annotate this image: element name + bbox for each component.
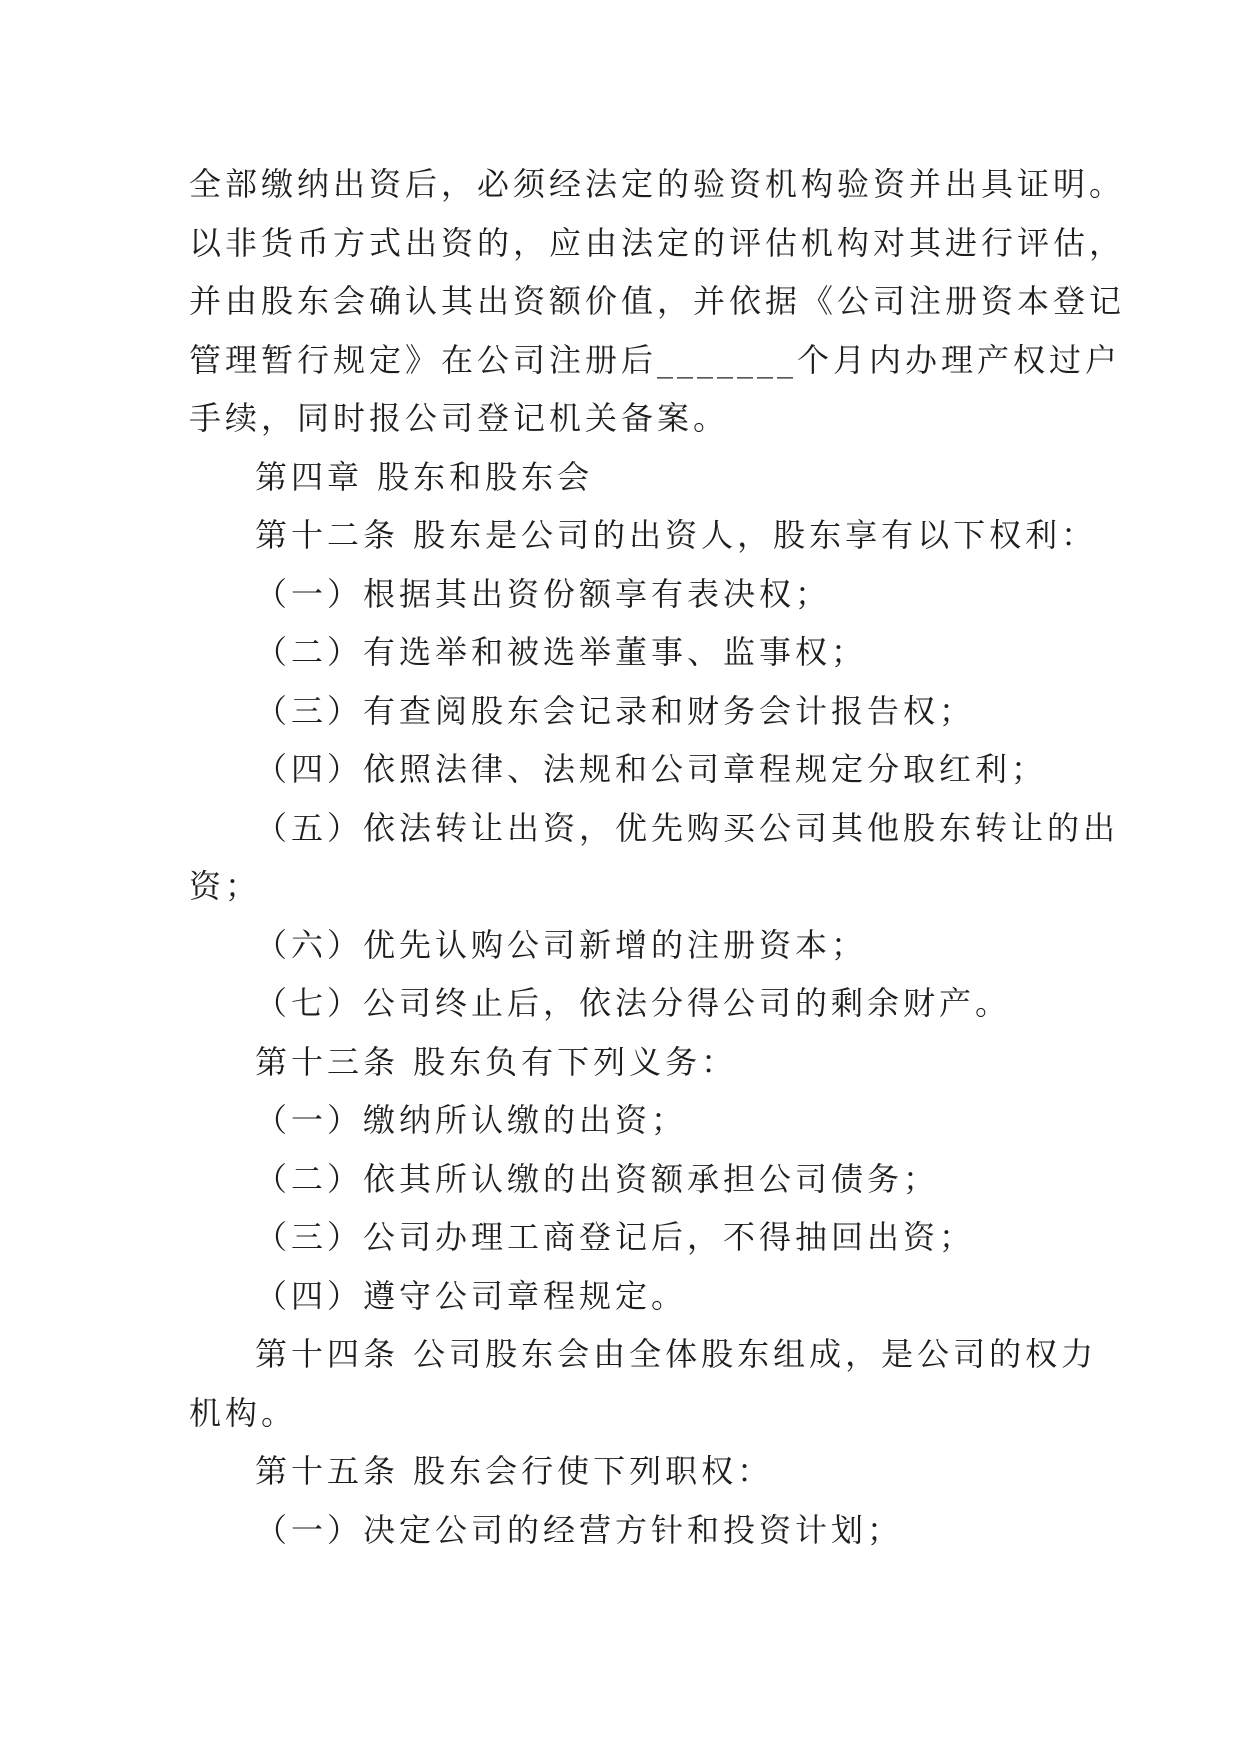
list-item: （二）有选举和被选举董事、监事权； bbox=[255, 633, 868, 671]
article-12: 第十二条 股东是公司的出资人，股东享有以下权利： bbox=[255, 516, 1098, 554]
chapter-heading: 第四章 股东和股东会 bbox=[255, 457, 594, 496]
article-15: 第十五条 股东会行使下列职权： bbox=[255, 1452, 774, 1490]
text-line: 全部缴纳出资后，必须经法定的验资机构验资并出具证明。 bbox=[189, 165, 1126, 203]
article-14: 第十四条 公司股东会由全体股东组成，是公司的权力 bbox=[255, 1335, 1098, 1373]
article-13: 第十三条 股东负有下列义务： bbox=[255, 1042, 738, 1081]
document-body bbox=[189, 155, 1126, 1559]
list-item-continuation: 资； bbox=[189, 867, 262, 905]
list-item: （三）有查阅股东会记录和财务会计报告权； bbox=[255, 691, 976, 730]
list-item: （一）决定公司的经营方针和投资计划； bbox=[255, 1510, 904, 1549]
list-item: （四）依照法律、法规和公司章程规定分取红利； bbox=[255, 750, 1048, 788]
text-line: 并由股东会确认其出资额价值，并依据《公司注册资本登记 bbox=[189, 282, 1126, 320]
list-item: （四）遵守公司章程规定。 bbox=[255, 1276, 688, 1315]
list-item: （七）公司终止后，依法分得公司的剩余财产。 bbox=[255, 984, 1012, 1022]
text-line: 管理暂行规定》在公司注册后_______个月内办理产权过户 bbox=[189, 340, 1122, 379]
article-14-continuation: 机构。 bbox=[189, 1393, 298, 1432]
text-line: 手续，同时报公司登记机关备案。 bbox=[189, 399, 730, 437]
list-item: （一）根据其出资份额享有表决权； bbox=[255, 574, 832, 613]
list-item: （一）缴纳所认缴的出资； bbox=[255, 1101, 688, 1139]
text-line: 以非货币方式出资的，应由法定的评估机构对其进行评估， bbox=[189, 223, 1126, 262]
list-item: （五）依法转让出资，优先购买公司其他股东转让的出 bbox=[255, 808, 1120, 847]
list-item: （六）优先认购公司新增的注册资本； bbox=[255, 925, 868, 964]
list-item: （二）依其所认缴的出资额承担公司债务； bbox=[255, 1159, 940, 1198]
list-item: （三）公司办理工商登记后，不得抽回出资； bbox=[255, 1218, 976, 1256]
